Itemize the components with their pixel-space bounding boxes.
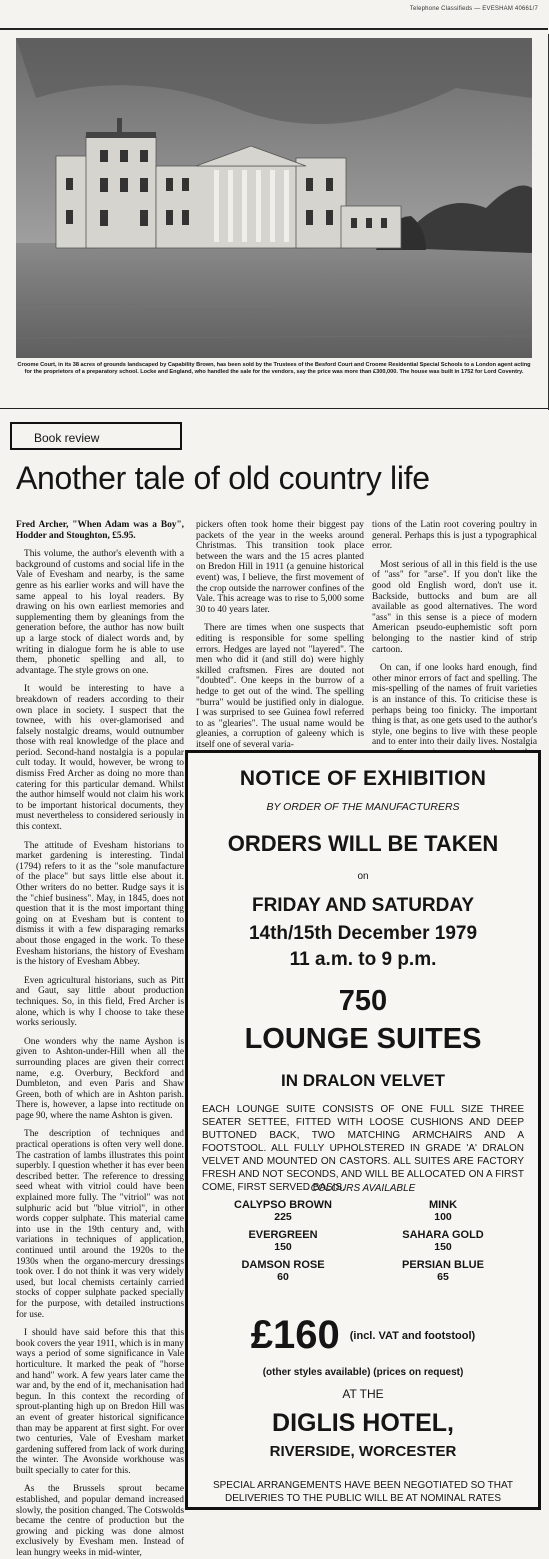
photo-section (0, 34, 549, 410)
article-paragraph: There are times when one suspects that editing is responsible for some spelling errors. Hedges are layed not "layered". The men who did it (and still do) were highly skilled craftsmen. Fires are douted not "doubted". One keeps in the burrow of a hedge to get out of the wind. The spelling "burra" would be justified only in dialogue. I was surprised to see Guinea fowl referred to as "glearies". The usual name would be gleanies, a corruption of galeeny which is itself one of several varia- (196, 623, 364, 750)
croome-court-photo (16, 38, 532, 358)
ad-title: NOTICE OF EXHIBITION (239, 767, 487, 790)
ad-subtitle: BY ORDER OF THE MANUFACTURERS (266, 801, 460, 813)
article-paragraph: Most serious of all in this field is the use of "ass" for "arse". If you don't like the good old English word, don't use it. Backside, buttocks and bum are all available as good alternatives. The word "ass" in this sense is a piece of modern American pseudo-euphemistic soft porn belonging to the nastier kind of strip cartoon. (372, 559, 537, 655)
ad-on: on (357, 871, 369, 882)
article-paragraph: This volume, the author's eleventh with a background of customs and social life in the Vale of Evesham and nearby, is the same genre as his earlier works and will have the same appeal to his loyal readers. By drawing on his own earliest memories and supplementing them by gleanings from the generation before, the author has now built up a large stock of dialect words and, by writing in dialogue form he is able to use them, phonetic spelling and all, to advantage. The style grows on one. (16, 549, 184, 676)
article-paragraph: pickers often took home their biggest pay packets of the year in the weeks around Christmas. This transition took place between the wars and the 15 acres planted on Bredon Hill in 1911 (a genuine historical event) was, I believe, the first movement of the crop outside the narrower confines of the Vale. This acreage was to rise to 5,000 some 30 to 40 years later. (196, 520, 364, 615)
photo-caption: Croome Court, in its 38 acres of grounds landscaped by Capability Brown, has been sold by the Trustees of the Besford Court and Croome Residential Special Schools to a London agent acting for the proprietors of a preparatory school. Locke and England, who handled the sale for the vendors, say the price was more than £300,000. The house was built in 1752 for Lord Coventry. (17, 362, 531, 375)
ad-dates: 14th/15th December 1979 (248, 923, 478, 944)
article-column-2 (196, 520, 364, 750)
colour-option: DAMSON ROSE 60 (241, 1259, 325, 1283)
section-rule (0, 408, 548, 409)
article-column-3 (372, 520, 537, 748)
ad-quantity: 750 (338, 985, 388, 1017)
ad-footer: SPECIAL ARRANGEMENTS HAVE BEEN NEGOTIATED SO THAT DELIVERIES TO THE PUBLIC WILL BE AT NOMINAL RATES (212, 1480, 514, 1504)
article-paragraph: As the Brussels sprout became established, and popular demand increased slowly, the position changed. The Cotswolds became the centre of production but the growing and picking was done almost exclusively by Evesham men. Instead of lean hungry weeks in mid-winter, (16, 1484, 184, 1559)
ad-venue: DIGLIS HOTEL, (272, 1409, 454, 1437)
colours-heading: COLOURS AVAILABLE (310, 1183, 416, 1194)
ad-price: £160 (250, 1313, 340, 1357)
ad-hours: 11 a.m. to 9 p.m. (289, 949, 437, 970)
section-label: Book review (10, 422, 182, 450)
colour-option: PERSIAN BLUE 65 (402, 1259, 484, 1283)
ad-at: AT THE (342, 1387, 384, 1401)
article-paragraph: On can, if one looks hard enough, find other minor errors of fact and spelling. The mis-spelling of the names of fruit varieties is an instance of this. To criticise these is perhaps being too finicky. The important thing is that, as one gets used to the author's style, one begins to live with these people and to enter into their daily lives. Nostalgia (372, 663, 537, 748)
article-paragraph: I should have said before this that this book covers the year 1911, which is in many ways a period of some significance in Vale horticulture. It marked the peak of "horse and hand" work. A few years later came the war and, by the end of it, mechanisation had begun. In this context the recording of sprout-planting high up on Bredon Hill was an event of greater historical significance than may be apparent at first sight. For over two centuries, Vale of Evesham market gardening suffered from lack of work during the winter. The Avonside workhouse was built specially to cater for this. (16, 1328, 184, 1476)
ad-description: EACH LOUNGE SUITE CONSISTS OF ONE FULL SIZE THREE SEATER SETTEE, FITTED WITH LOOSE CUSHIONS AND DEEP BUTTONED BACK, TWO MATCHING ARMCHAIRS AND A FOOTSTOOL. ALL FULLY UPHOLSTERED IN GRADE 'A' DRALON VELVET AND MOUNTED ON CASTORS. ALL SUITES ARE FACTORY FRESH AND NOT SECONDS, AND WILL BE ALLOCATED ON A FIRST COME, FIRST SERVED BASIS. (202, 1104, 524, 1193)
colour-option: MINK 100 (428, 1199, 458, 1223)
ad-fabric: IN DRALON VELVET (280, 1071, 446, 1090)
colour-option: SAHARA GOLD 150 (402, 1229, 484, 1253)
house-illustration (16, 38, 532, 358)
page-header: Telephone Classifieds — EVESHAM 40661/7 (409, 6, 538, 12)
article-paragraph: Even agricultural historians, such as Pitt and Gaut, say little about production techniques. So, in this field, Fred Archer is alone, which is why I choose to take these works seriously. (16, 975, 184, 1029)
article-column-1 (16, 520, 184, 1559)
ad-days: FRIDAY AND SATURDAY (251, 895, 475, 916)
ad-styles-note: (other styles available) (prices on request) (262, 1367, 464, 1378)
article-paragraph: It would be interesting to have a breakdown of readers according to their own place in society. I suspect that the townee, with his over-glamorised and falsely nostalgic dreams, would outnumber those with real knowledge of the place and period. Second-hand nostalgia is a popular cult today. It would, however, be wrong to dismiss Fred Archer as doing no more than catering for this particular demand. Whilst the author himself would not claim his work to be important historical documents, they must nevertheless to considered seriously in this context. (16, 684, 184, 833)
book-citation: Fred Archer, "When Adam was a Boy", Hodder and Stoughton, £5.95. (16, 520, 184, 541)
ad-location: RIVERSIDE, WORCESTER (269, 1443, 457, 1460)
article-paragraph: The description of techniques and practical operations is often very well done. The castration of lambs illustrates this point superbly. I question whether it has ever been described better. The reference to dressing seed wheat with vitriol could have been explained more fully. The "vitriol" was not sulphuric acid but "blue vitriol", in other words copper sulphate. This material came into use in the 19th century and, with variations in techniques of application, continued until around the 1920s to the 1930s when the organo-mercury dressings took over. I do not think it was very widely used, but local chemists certainly carried stocks of copper sulphate packed specially for the purpose, with detailed instructions for use. (16, 1129, 184, 1320)
article-paragraph: tions of the Latin root covering poultry in general. Perhaps this is just a typographical error. (372, 520, 537, 552)
top-rule (0, 28, 548, 30)
article-paragraph: The attitude of Evesham historians to market gardening is interesting. Tindal (1794) refers to it as the "sole manufacture of the place" but says little else about it. Other writers do no better. Rudge says it is the "chief business". May, in 1845, does not question that it is the most important thing going on at Evesham but is content to dismiss it with a few disparaging remarks about those engaged in the work. To these Evesham historians, the history of Evesham is the history of Evesham Abbey. (16, 840, 184, 968)
article-headline: Another tale of old country life (16, 460, 430, 496)
article-paragraph: One wonders why the name Ayshon is given to Ashton-under-Hill when all the surrounding places are given their correct name, e.g. Overbury, Beckford and Dumbleton, and even Paris and Shaw Green, both of which are in Ashton parish. There is, however, a lapse into rectitude on page 90, where the name Ashton is given. (16, 1036, 184, 1121)
colour-option: CALYPSO BROWN 225 (234, 1199, 332, 1223)
ad-orders: ORDERS WILL BE TAKEN (227, 831, 499, 856)
ad-price-note: (incl. VAT and footstool) (349, 1329, 476, 1342)
exhibition-advert (185, 750, 541, 1510)
colours-list (208, 1199, 518, 1289)
colour-option: EVERGREEN 150 (248, 1229, 318, 1253)
price-line (188, 1313, 538, 1358)
ad-product: LOUNGE SUITES (244, 1023, 482, 1055)
